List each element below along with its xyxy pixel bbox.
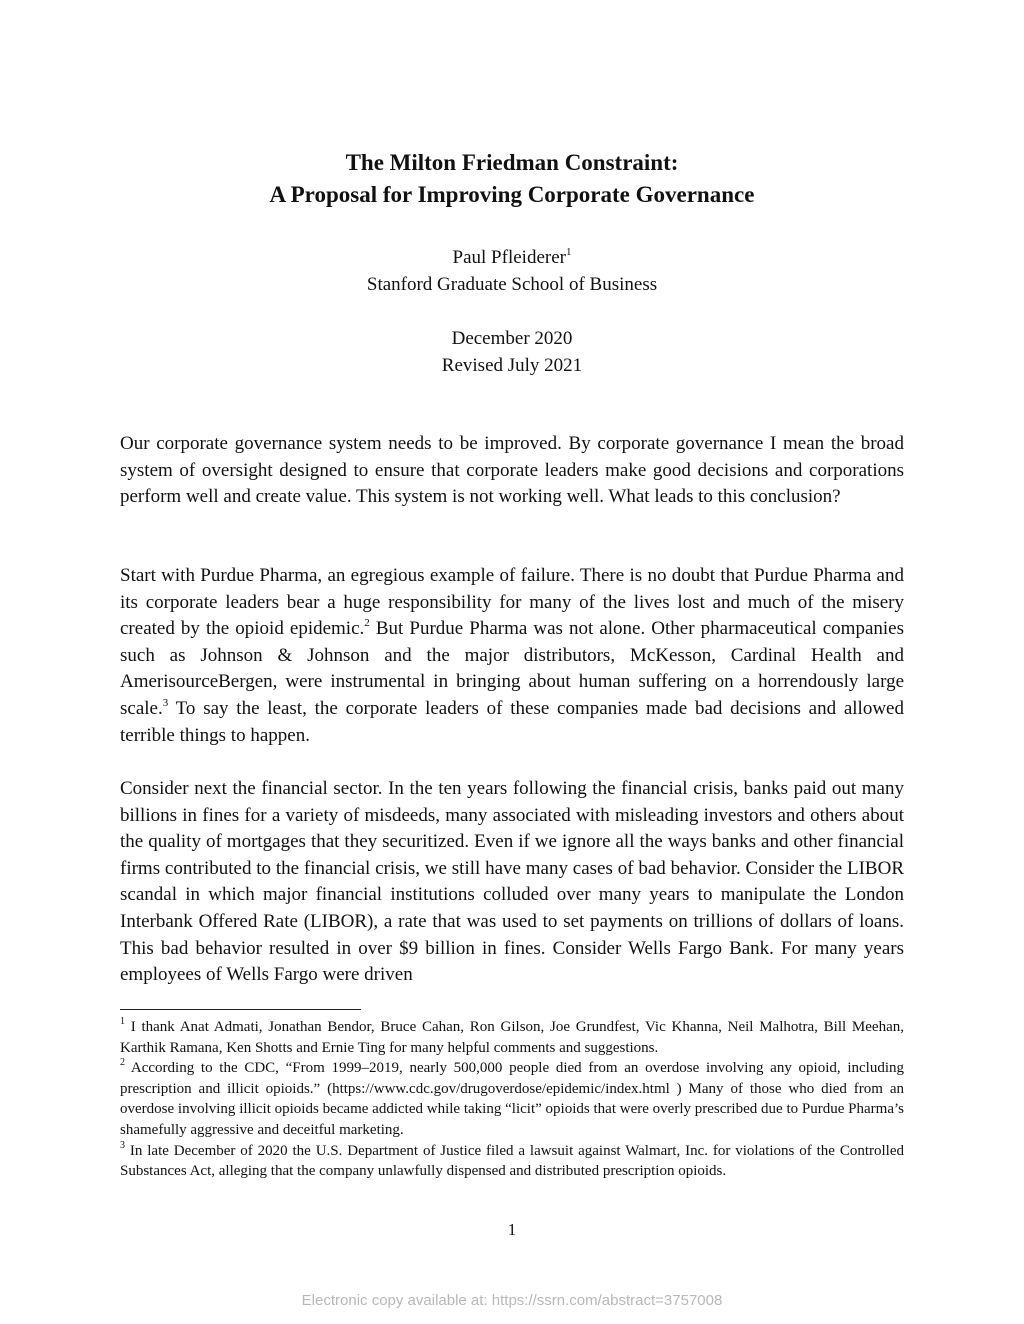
footnote-2-text: According to the CDC, “From 1999–2019, nearly 500,000 people died from an overdose involving any opioid, including prescription and illicit opioids.” (https://www.cdc.gov/drugoverdose/epidemic/index.html ) Many of those who died from an overdose involving illicit opioids became addicted while taking “licit” opioids that were overly prescribed due to Purdue Pharma’s shamefully aggressive and deceitful marketing. [120, 1060, 904, 1138]
author-name-text: Paul Pfleiderer [452, 247, 566, 268]
date-original: December 2020 [451, 328, 573, 349]
paragraph-2-part-b: But Purdue Pharma was not alone. Other pharmaceutical companies such as Johnson & Johnson and the major distributors, McKesson, Cardinal Health and AmerisourceBergen, were instrumental in bringing about human suffering on a horrendously large scale. [120, 618, 905, 719]
author-footnote-marker: 1 [565, 245, 572, 258]
footnote-divider [120, 1009, 361, 1010]
footnote-ref-3: 3 [162, 696, 169, 709]
author-affiliation: Stanford Graduate School of Business [366, 274, 658, 295]
footnote-1-marker: 1 [120, 1016, 125, 1027]
ssrn-watermark: Electronic copy available at: https://ssrn.com/abstract=3757008 [301, 1292, 723, 1309]
author-name [0, 245, 1024, 271]
footnote-1 [120, 1017, 904, 1058]
paragraph-2 [120, 563, 904, 749]
paper-title-line-2: A Proposal for Improving Corporate Governance [269, 182, 755, 207]
footnote-ref-2: 2 [364, 616, 370, 629]
footnotes [120, 1017, 904, 1182]
date-revised: Revised July 2021 [441, 355, 583, 376]
footnote-3-text: In late December of 2020 the U.S. Department of Justice filed a lawsuit against Walmart, Inc. for violations of the Controlled Substances Act, alleging that the company unlawfully dispensed and distributed prescription opioids. [120, 1142, 904, 1180]
paragraph-2-part-a: Start with Purdue Pharma, an egregious example of failure. There is no doubt that Purdue Pharma and its corporate leaders bear a huge responsibility for many of the lives lost and much of the misery created by the opioid epidemic. [120, 565, 904, 640]
footnote-1-text: I thank Anat Admati, Jonathan Bendor, Bruce Cahan, Ron Gilson, Joe Grundfest, Vic Khanna, Neil Malhotra, Bill Meehan, Karthik Ramana, Ken Shotts and Ernie Ting for many helpful comments and suggestions. [120, 1019, 904, 1056]
paper-title-line-1: The Milton Friedman Constraint: [345, 150, 679, 175]
footnote-2-marker: 2 [120, 1057, 125, 1069]
paragraph-2-part-c: To say the least, the corporate leaders of these companies made bad decisions and allowed terrible things to happen. [120, 697, 904, 746]
footnote-3 [120, 1141, 904, 1182]
paragraph-1: Our corporate governance system needs to be improved. By corporate governance I mean the broad system of oversight designed to ensure that corporate leaders make good decisions and corporations perform well and create value. This system is not working well. What leads to this conclusion? [120, 433, 904, 508]
paragraph-3: Consider next the financial sector. In the ten years following the financial crisis, banks paid out many billions in fines for a variety of misdeeds, many associated with misleading investors and others about the quality of mortgages that they securitized. Even if we ignore all the ways banks and other financial firms contributed to the financial crisis, we still have many cases of bad behavior. Consider the LIBOR scandal in which major financial institutions colluded over many years to manipulate the London Interbank Offered Rate (LIBOR), a rate that was used to set payments on trillions of dollars of loans. This bad behavior resulted in over $9 billion in fines. Consider Wells Fargo Bank. For many years employees of Wells Fargo were driven [120, 778, 904, 986]
footnote-3-marker: 3 [120, 1139, 125, 1151]
page-number: 1 [507, 1220, 517, 1239]
footnote-2 [120, 1058, 904, 1140]
